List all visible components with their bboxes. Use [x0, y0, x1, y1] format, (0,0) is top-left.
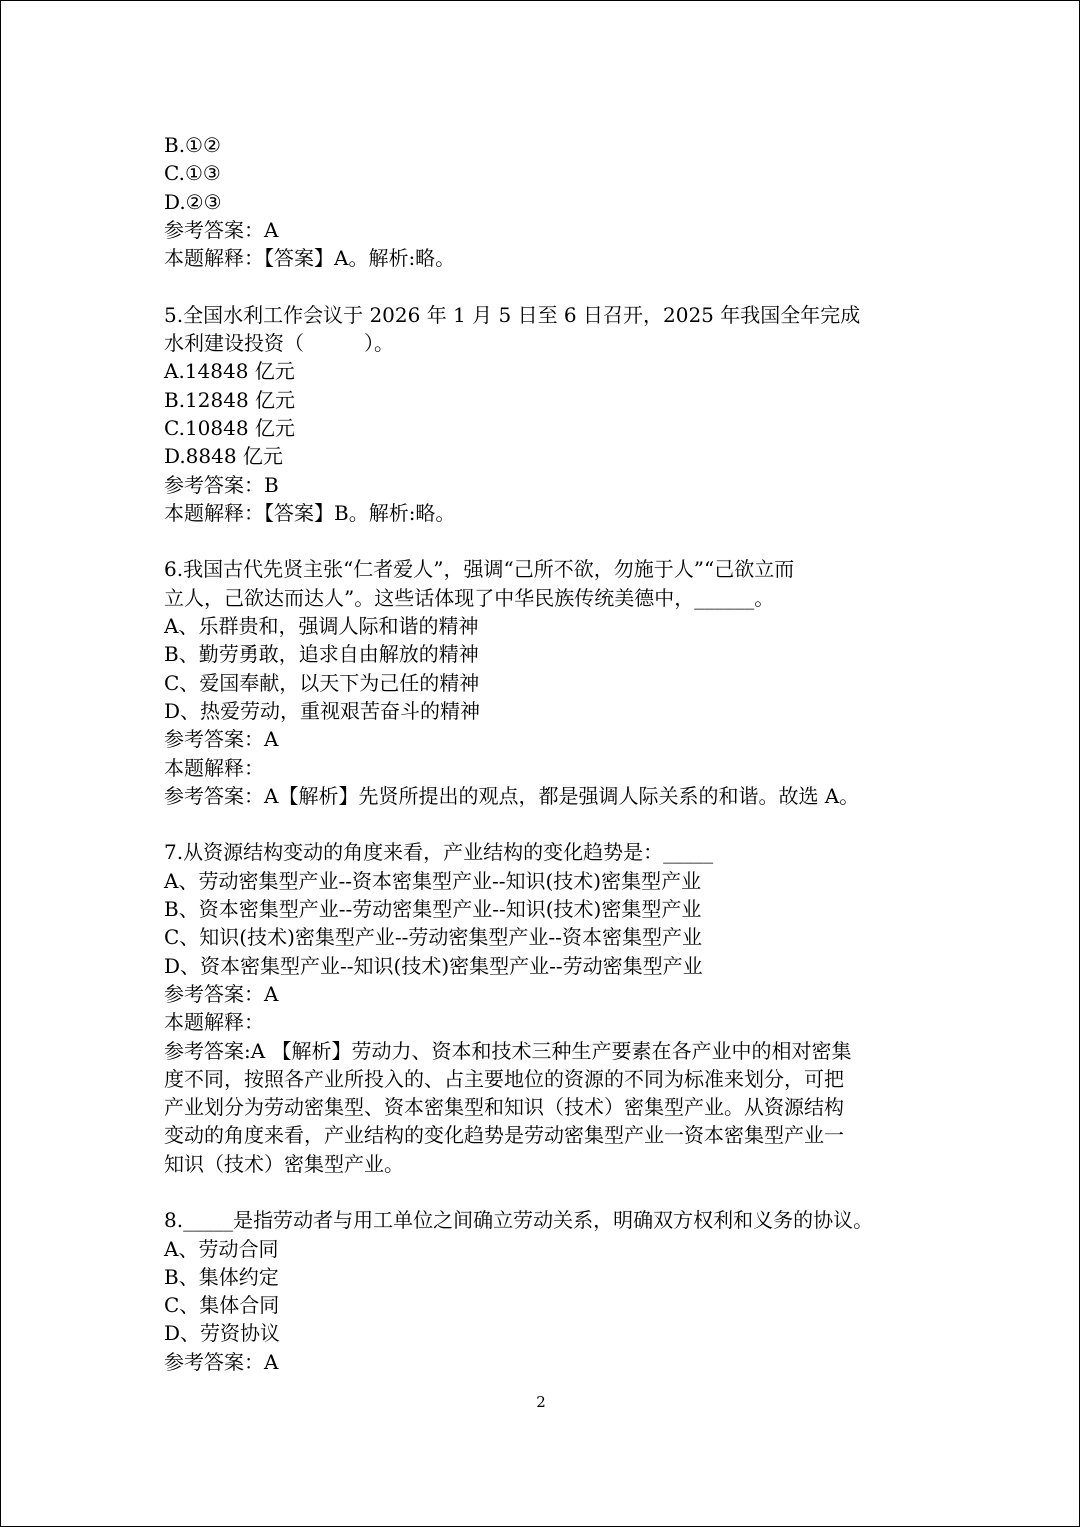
option-c: C.10848 亿元 — [164, 415, 295, 440]
question-8 — [164, 1206, 944, 1376]
explanation-line: 产业划分为劳动密集型、资本密集型和知识（技术）密集型产业。从资源结构 — [164, 1095, 844, 1120]
option-c: C、知识(技术)密集型产业--劳动密集型产业--资本密集型产业 — [164, 925, 702, 950]
option-a: A、劳动密集型产业--资本密集型产业--知识(技术)密集型产业 — [164, 868, 702, 893]
question-stem: 6.我国古代先贤主张“仁者爱人”，强调“己所不欲，勿施于人”“己欲立而 — [164, 557, 795, 582]
question-4-tail — [164, 131, 944, 272]
question-5 — [164, 301, 944, 527]
option-a: A.14848 亿元 — [164, 359, 295, 384]
explanation-label: 本题解释： — [164, 755, 264, 780]
reference-answer: 参考答案：A — [164, 981, 279, 1006]
option-c: C.①③ — [164, 161, 221, 186]
option-d: D、资本密集型产业--知识(技术)密集型产业--劳动密集型产业 — [164, 953, 703, 978]
question-stem-continued: 立人，己欲达而达人”。这些话体现了中华民族传统美德中，______。 — [164, 585, 775, 610]
explanation: 参考答案：A【解析】先贤所提出的观点，都是强调人际关系的和谐。故选 A。 — [164, 783, 860, 808]
option-b: B、勤劳勇敢，追求自由解放的精神 — [164, 642, 479, 667]
option-d: D、热爱劳动，重视艰苦奋斗的精神 — [164, 698, 481, 723]
explanation: 本题解释：【答案】A。解析:略。 — [164, 246, 456, 271]
question-7 — [164, 838, 944, 1178]
explanation-label: 本题解释： — [164, 1010, 264, 1035]
reference-answer: 参考答案：A — [164, 727, 279, 752]
explanation-line: 变动的角度来看，产业结构的变化趋势是劳动密集型产业一资本密集型产业一 — [164, 1123, 844, 1148]
question-stem: 5.全国水利工作会议于 2026 年 1 月 5 日至 6 日召开，2025 年我国全年完成 — [164, 302, 861, 327]
explanation: 本题解释：【答案】B。解析:略。 — [164, 500, 456, 525]
page-content — [164, 131, 944, 1376]
option-d: D.8848 亿元 — [164, 444, 283, 469]
option-d: D.②③ — [164, 189, 222, 214]
explanation-line: 度不同，按照各产业所投入的、占主要地位的资源的不同为标准来划分，可把 — [164, 1066, 844, 1091]
page-number: 2 — [536, 1393, 546, 1411]
explanation-line: 参考答案:A 【解析】劳动力、资本和技术三种生产要素在各产业中的相对密集 — [164, 1038, 852, 1063]
question-stem: 8._____是指劳动者与用工单位之间确立劳动关系，明确双方权利和义务的协议。 — [164, 1208, 874, 1233]
option-c: C、集体合同 — [164, 1293, 280, 1318]
option-a: A、乐群贵和，强调人际和谐的精神 — [164, 614, 479, 639]
reference-answer: 参考答案：A — [164, 217, 279, 242]
reference-answer: 参考答案：A — [164, 1349, 279, 1374]
question-stem-continued: 水利建设投资（ ）。 — [164, 331, 394, 356]
option-a: A、劳动合同 — [164, 1236, 279, 1261]
option-b: B.①② — [164, 133, 221, 157]
option-b: B、资本密集型产业--劳动密集型产业--知识(技术)密集型产业 — [164, 897, 702, 922]
question-stem: 7.从资源结构变动的角度来看，产业结构的变化趋势是：_____ — [164, 840, 714, 865]
question-6 — [164, 555, 944, 810]
reference-answer: 参考答案：B — [164, 472, 279, 497]
option-b: B.12848 亿元 — [164, 387, 296, 412]
option-c: C、爱国奉献，以天下为己任的精神 — [164, 670, 480, 695]
option-d: D、劳资协议 — [164, 1321, 281, 1346]
explanation-line: 知识（技术）密集型产业。 — [164, 1151, 404, 1176]
option-b: B、集体约定 — [164, 1264, 279, 1289]
